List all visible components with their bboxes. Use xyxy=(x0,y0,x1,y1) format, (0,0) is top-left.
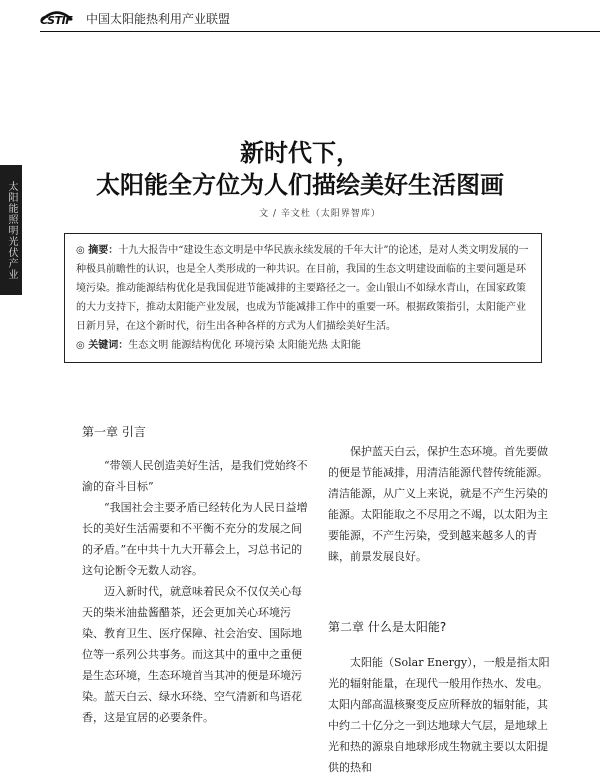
right-paragraph-2: 太阳能（Solar Energy），一般是指太阳光的辐射能量，在现代一般用作热水、发电。太阳内部高温核聚变反应所释放的辐射能，其中约二十亿分之一到达地球大气层，是地球上光和热的源泉自地球形成生物就主要以太阳提供的热和 xyxy=(328,656,550,774)
chapter2-heading: 第二章 什么是太阳能? xyxy=(328,620,447,634)
chapter1-heading: 第一章 引言 xyxy=(82,425,146,439)
abstract-label: ◎ 摘要： xyxy=(76,245,119,256)
logo-text: CSTIF xyxy=(40,14,73,27)
keywords-text: 生态文明 能源结构优化 环境污染 太阳能光热 太阳能 xyxy=(128,340,361,351)
right-column xyxy=(328,441,558,778)
alliance-logo xyxy=(40,6,74,26)
intro-paragraph-1: “带领人民创造美好生活，是我们党始终不渝的奋斗目标” xyxy=(82,459,308,493)
page-header xyxy=(40,6,600,28)
article-author: 文 / 辛文杜（太阳界智库） xyxy=(259,209,381,219)
keywords-label: ◎ 关键词： xyxy=(76,340,129,351)
abstract-text: 十九大报告中“建设生态文明是中华民族永续发展的千年大计”的论述，是对人类文明发展的一种极具前瞻性的认识，也是全人类形成的一种共识。在目前，我国的生态文明建设面临的主要问题是环境污染。推动能源结构优化是我国促进节能减排的主要路径之一。金山银山不如绿水青山，在国家政策的大力支持下，推动太阳能产业发展，也成为节能减排工作中的重要一环。根据政策指引，太阳能产业日新月异，在这个新时代，衍生出各种各样的方式为人们描绘美好生活。 xyxy=(76,245,529,332)
intro-paragraph-3: 迈入新时代，就意味着民众不仅仅关心每天的柴米油盐酱醋茶，还会更加关心环境污染、教育卫生、医疗保障、社会治安、国际地位等一系列公共事务。而这其中的重中之重便是生态环境，生态环境首当其冲的便是环境污染。蓝天白云、绿水环绕、空气清新和鸟语花香，这是宜居的必要条件。 xyxy=(82,585,302,724)
keywords-line xyxy=(76,336,530,355)
abstract-box xyxy=(64,233,542,363)
left-column xyxy=(82,422,312,728)
header-divider xyxy=(40,31,600,32)
right-paragraph-1: 保护蓝天白云，保护生态环境。首先要做的便是节能减排，用清洁能源代替传统能源。清洁能源，从广义上来说，就是不产生污染的能源。太阳能取之不尽用之不竭，以太阳为主要能源，不产生污染，受到越来越多人的青睐，前景发展良好。 xyxy=(328,445,548,563)
abstract-paragraph xyxy=(76,241,530,336)
article-title-line1: 新时代下， xyxy=(240,139,360,167)
article-title-line2: 太阳能全方位为人们描绘美好生活图画 xyxy=(96,171,504,199)
section-side-tab: 太阳能照明光伏产业 xyxy=(0,165,22,295)
organization-name: 中国太阳能热利用产业联盟 xyxy=(86,12,231,26)
intro-paragraph-2: “我国社会主要矛盾已经转化为人民日益增长的美好生活需要和不平衡不充分的发展之间的矛盾。”在中共十九大开幕会上，习总书记的这句论断令无数人动容。 xyxy=(82,501,308,577)
